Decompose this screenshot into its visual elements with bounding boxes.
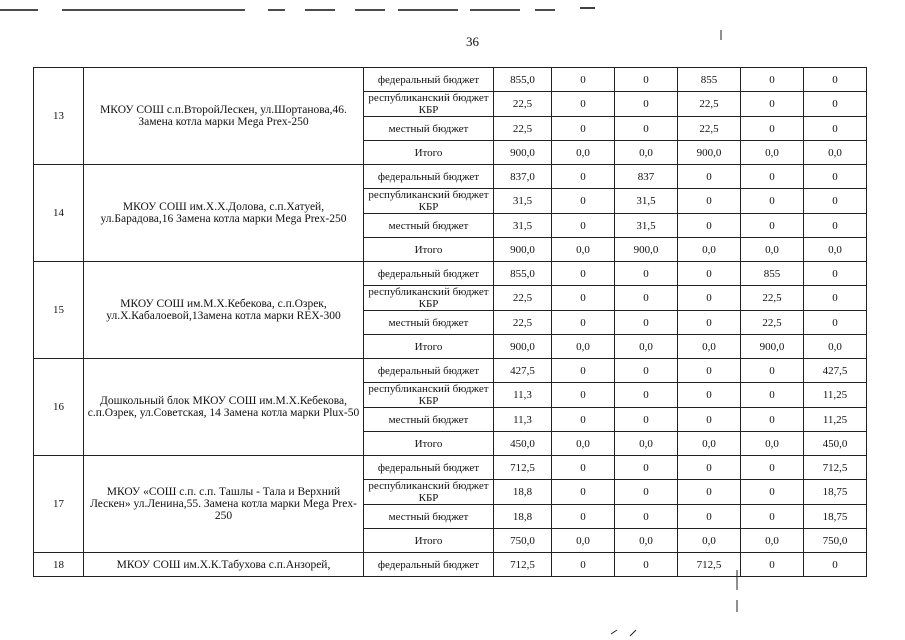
amount-cell: 22,5	[678, 117, 741, 141]
amount-cell: 900,0	[494, 141, 552, 165]
amount-cell: 855	[678, 68, 741, 92]
funding-source: республиканский бюджет КБР	[364, 480, 494, 505]
funding-source: республиканский бюджет КБР	[364, 92, 494, 117]
amount-cell: 0,0	[615, 432, 678, 456]
amount-cell: 855	[741, 262, 804, 286]
funding-source: Итого	[364, 432, 494, 456]
funding-source: федеральный бюджет	[364, 456, 494, 480]
amount-cell: 0	[741, 214, 804, 238]
scan-artifact-lines	[0, 0, 905, 20]
amount-cell: 0	[552, 214, 615, 238]
amount-cell: 0	[678, 456, 741, 480]
funding-source: местный бюджет	[364, 117, 494, 141]
amount-cell: 0	[678, 480, 741, 505]
amount-cell: 0,0	[552, 141, 615, 165]
row-number: 15	[34, 262, 84, 359]
funding-source: местный бюджет	[364, 408, 494, 432]
amount-cell: 0	[552, 311, 615, 335]
amount-cell: 22,5	[494, 92, 552, 117]
amount-cell: 0	[804, 553, 867, 577]
amount-cell: 0	[552, 262, 615, 286]
amount-cell: 0,0	[552, 432, 615, 456]
amount-cell: 0,0	[615, 141, 678, 165]
amount-cell: 0	[615, 408, 678, 432]
organization-name: МКОУ СОШ им.М.Х.Кебекова, с.п.Озрек, ул.Х.Кабалоевой,1Замена котла марки REX-300	[84, 262, 364, 359]
funding-source: федеральный бюджет	[364, 165, 494, 189]
amount-cell: 0	[678, 505, 741, 529]
amount-cell: 22,5	[678, 92, 741, 117]
amount-cell: 0	[678, 359, 741, 383]
organization-name: МКОУ СОШ с.п.ВторойЛескен, ул.Шортанова,46. Замена котла марки Mega Prex-250	[84, 68, 364, 165]
amount-cell: 0	[804, 92, 867, 117]
amount-cell: 0,0	[804, 238, 867, 262]
amount-cell: 0,0	[615, 529, 678, 553]
amount-cell: 0	[804, 165, 867, 189]
amount-cell: 22,5	[494, 117, 552, 141]
amount-cell: 0	[741, 383, 804, 408]
amount-cell: 0,0	[741, 432, 804, 456]
amount-cell: 0,0	[678, 238, 741, 262]
amount-cell: 11,3	[494, 408, 552, 432]
amount-cell: 712,5	[494, 553, 552, 577]
amount-cell: 0	[741, 189, 804, 214]
amount-cell: 0	[804, 311, 867, 335]
amount-cell: 837	[615, 165, 678, 189]
amount-cell: 0,0	[741, 141, 804, 165]
amount-cell: 750,0	[494, 529, 552, 553]
amount-cell: 855,0	[494, 262, 552, 286]
amount-cell: 22,5	[741, 286, 804, 311]
amount-cell: 0	[615, 117, 678, 141]
amount-cell: 18,8	[494, 505, 552, 529]
funding-source: федеральный бюджет	[364, 553, 494, 577]
amount-cell: 0	[615, 456, 678, 480]
funding-source: республиканский бюджет КБР	[364, 286, 494, 311]
amount-cell: 427,5	[804, 359, 867, 383]
amount-cell: 0	[552, 68, 615, 92]
table-row	[34, 553, 867, 577]
amount-cell: 11,25	[804, 408, 867, 432]
amount-cell: 0	[615, 505, 678, 529]
amount-cell: 0	[678, 165, 741, 189]
amount-cell: 0	[741, 117, 804, 141]
amount-cell: 0	[804, 286, 867, 311]
amount-cell: 0	[552, 456, 615, 480]
amount-cell: 0,0	[678, 529, 741, 553]
amount-cell: 855,0	[494, 68, 552, 92]
amount-cell: 0	[552, 92, 615, 117]
funding-source: местный бюджет	[364, 311, 494, 335]
amount-cell: 18,75	[804, 480, 867, 505]
amount-cell: 0	[741, 480, 804, 505]
amount-cell: 11,25	[804, 383, 867, 408]
amount-cell: 0	[804, 117, 867, 141]
amount-cell: 427,5	[494, 359, 552, 383]
amount-cell: 0	[678, 214, 741, 238]
amount-cell: 0	[552, 286, 615, 311]
organization-name: МКОУ «СОШ с.п. с.п. Ташлы - Тала и Верхний Лескен» ул.Ленина,55. Замена котла марки Mega Prex-250	[84, 456, 364, 553]
row-number: 13	[34, 68, 84, 165]
organization-name: Дошкольный блок МКОУ СОШ им.М.Х.Кебекова, с.п.Озрек, ул.Советская, 14 Замена котла марки Plux-50	[84, 359, 364, 456]
amount-cell: 0	[741, 165, 804, 189]
amount-cell: 0	[615, 262, 678, 286]
amount-cell: 0	[804, 214, 867, 238]
row-number: 17	[34, 456, 84, 553]
organization-name: МКОУ СОШ им.Х.К.Табухова с.п.Анзорей,	[84, 553, 364, 577]
table-row	[34, 165, 867, 189]
amount-cell: 0	[678, 311, 741, 335]
amount-cell: 31,5	[494, 214, 552, 238]
amount-cell: 0	[741, 456, 804, 480]
organization-name: МКОУ СОШ им.Х.Х.Долова, с.п.Хатуей, ул.Барадова,16 Замена котла марки Mega Prex-250	[84, 165, 364, 262]
amount-cell: 0	[552, 165, 615, 189]
amount-cell: 0	[552, 480, 615, 505]
amount-cell: 31,5	[615, 214, 678, 238]
amount-cell: 0	[615, 480, 678, 505]
table-row	[34, 262, 867, 286]
funding-source: республиканский бюджет КБР	[364, 383, 494, 408]
amount-cell: 0	[804, 68, 867, 92]
row-number: 14	[34, 165, 84, 262]
amount-cell: 0	[552, 505, 615, 529]
amount-cell: 0	[741, 359, 804, 383]
amount-cell: 900,0	[615, 238, 678, 262]
amount-cell: 0	[741, 505, 804, 529]
amount-cell: 0	[741, 68, 804, 92]
amount-cell: 712,5	[678, 553, 741, 577]
funding-source: Итого	[364, 238, 494, 262]
amount-cell: 712,5	[494, 456, 552, 480]
amount-cell: 0	[741, 408, 804, 432]
funding-source: федеральный бюджет	[364, 359, 494, 383]
table-row	[34, 359, 867, 383]
amount-cell: 0	[552, 117, 615, 141]
amount-cell: 0	[615, 359, 678, 383]
table-row	[34, 68, 867, 92]
amount-cell: 0,0	[741, 238, 804, 262]
amount-cell: 0	[678, 262, 741, 286]
amount-cell: 0	[741, 92, 804, 117]
row-number: 16	[34, 359, 84, 456]
amount-cell: 22,5	[741, 311, 804, 335]
amount-cell: 11,3	[494, 383, 552, 408]
funding-source: федеральный бюджет	[364, 68, 494, 92]
amount-cell: 0	[615, 311, 678, 335]
amount-cell: 900,0	[741, 335, 804, 359]
amount-cell: 31,5	[494, 189, 552, 214]
amount-cell: 900,0	[678, 141, 741, 165]
amount-cell: 0,0	[552, 529, 615, 553]
amount-cell: 837,0	[494, 165, 552, 189]
amount-cell: 0,0	[678, 432, 741, 456]
amount-cell: 0	[678, 408, 741, 432]
amount-cell: 0,0	[552, 335, 615, 359]
table-body	[34, 68, 867, 577]
amount-cell: 712,5	[804, 456, 867, 480]
amount-cell: 0	[678, 189, 741, 214]
amount-cell: 0	[741, 553, 804, 577]
funding-source: Итого	[364, 529, 494, 553]
funding-source: Итого	[364, 335, 494, 359]
amount-cell: 0,0	[615, 335, 678, 359]
amount-cell: 22,5	[494, 311, 552, 335]
funding-source: Итого	[364, 141, 494, 165]
row-number: 18	[34, 553, 84, 577]
funding-source: федеральный бюджет	[364, 262, 494, 286]
amount-cell: 0,0	[678, 335, 741, 359]
amount-cell: 450,0	[494, 432, 552, 456]
amount-cell: 0,0	[804, 335, 867, 359]
amount-cell: 0	[615, 92, 678, 117]
amount-cell: 18,8	[494, 480, 552, 505]
amount-cell: 0,0	[741, 529, 804, 553]
amount-cell: 900,0	[494, 238, 552, 262]
amount-cell: 900,0	[494, 335, 552, 359]
amount-cell: 0	[804, 189, 867, 214]
amount-cell: 0	[552, 359, 615, 383]
amount-cell: 0,0	[804, 141, 867, 165]
amount-cell: 0	[615, 68, 678, 92]
amount-cell: 22,5	[494, 286, 552, 311]
amount-cell: 0	[678, 383, 741, 408]
funding-source: местный бюджет	[364, 214, 494, 238]
table-row	[34, 456, 867, 480]
amount-cell: 0	[615, 286, 678, 311]
amount-cell: 0	[552, 189, 615, 214]
funding-source: местный бюджет	[364, 505, 494, 529]
amount-cell: 0,0	[552, 238, 615, 262]
budget-table	[33, 67, 867, 577]
amount-cell: 31,5	[615, 189, 678, 214]
amount-cell: 18,75	[804, 505, 867, 529]
amount-cell: 0	[615, 553, 678, 577]
amount-cell: 0	[552, 383, 615, 408]
funding-source: республиканский бюджет КБР	[364, 189, 494, 214]
amount-cell: 0	[678, 286, 741, 311]
amount-cell: 450,0	[804, 432, 867, 456]
amount-cell: 0	[804, 262, 867, 286]
amount-cell: 0	[552, 408, 615, 432]
amount-cell: 0	[615, 383, 678, 408]
page-number: 36	[466, 34, 479, 49]
amount-cell: 0	[552, 553, 615, 577]
amount-cell: 750,0	[804, 529, 867, 553]
